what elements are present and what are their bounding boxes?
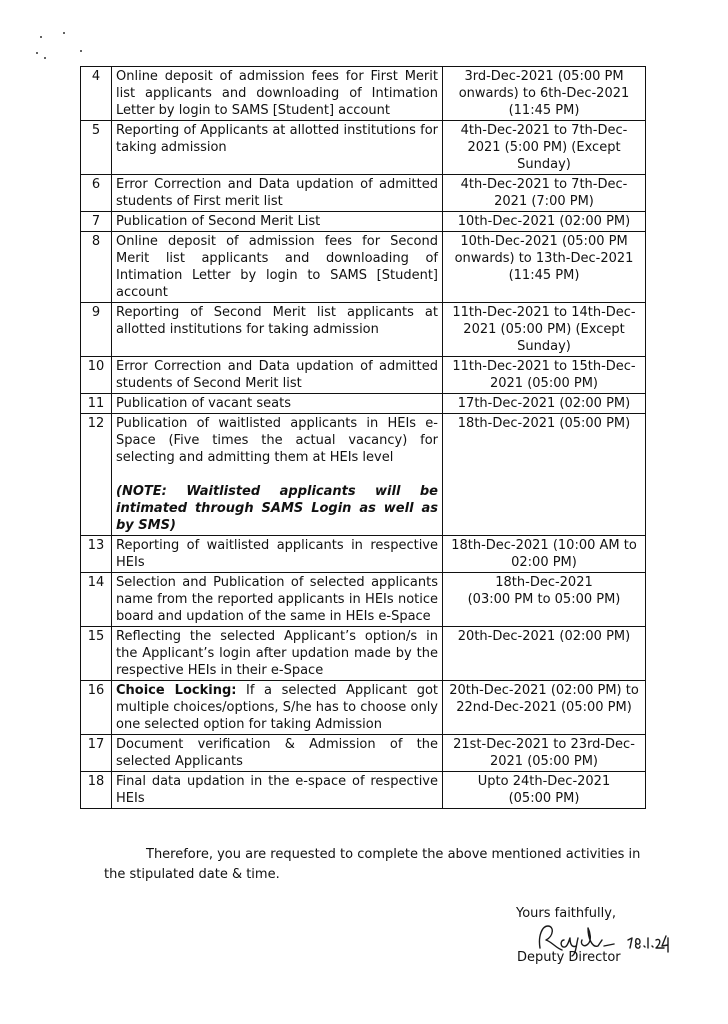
scan-speck (44, 57, 46, 59)
table-row (81, 121, 646, 175)
table-row (81, 232, 646, 303)
serial-number: 5 (81, 121, 112, 175)
date-cell (443, 772, 646, 809)
choice-locking-label: Choice Locking: (116, 683, 237, 698)
serial-number: 16 (81, 681, 112, 735)
scan-speck (36, 52, 38, 54)
table-row (81, 573, 646, 627)
serial-number: 10 (81, 357, 112, 394)
date-line: 18th-Dec-2021 (495, 575, 593, 590)
serial-number: 9 (81, 303, 112, 357)
serial-number: 13 (81, 536, 112, 573)
date-cell (443, 573, 646, 627)
activity-cell (112, 414, 443, 536)
serial-number: 12 (81, 414, 112, 536)
date-cell: 3rd-Dec-2021 (05:00 PM onwards) to 6th-Dec-2021 (11:45 PM) (443, 67, 646, 121)
date-cell: 11th-Dec-2021 to 14th-Dec-2021 (05:00 PM) (Except Sunday) (443, 303, 646, 357)
waitlist-note: (NOTE: Waitlisted applicants will be intimated through SAMS Login as well as by SMS) (116, 484, 438, 533)
activity-cell: Document verification & Admission of the selected Applicants (112, 735, 443, 772)
table-row (81, 67, 646, 121)
designation: Deputy Director (517, 950, 621, 965)
activity-text: Publication of waitlisted applicants in HEIs e-Space (Five times the actual vacancy) for selecting and admitting them at HEIs level (116, 416, 438, 465)
activity-cell: Online deposit of admission fees for Second Merit list applicants and downloading of Intimation Letter by login to SAMS [Student] account (112, 232, 443, 303)
date-cell: 17th-Dec-2021 (02:00 PM) (443, 394, 646, 414)
table-row (81, 681, 646, 735)
serial-number: 6 (81, 175, 112, 212)
serial-number: 8 (81, 232, 112, 303)
serial-number: 17 (81, 735, 112, 772)
time-line: (03:00 PM to 05:00 PM) (467, 592, 621, 607)
activity-cell: Online deposit of admission fees for First Merit list applicants and downloading of Intimation Letter by login to SAMS [Student] account (112, 67, 443, 121)
scan-speck (40, 36, 42, 38)
activity-cell (112, 681, 443, 735)
table-row (81, 536, 646, 573)
table-row (81, 414, 646, 536)
closing-paragraph: Therefore, you are requested to complete the above mentioned activities in the stipulated date & time. (104, 847, 641, 882)
date-cell: 11th-Dec-2021 to 15th-Dec-2021 (05:00 PM) (443, 357, 646, 394)
date-cell: 21st-Dec-2021 to 23rd-Dec-2021 (05:00 PM) (443, 735, 646, 772)
scan-speck (80, 50, 82, 52)
time-line: (05:00 PM) (508, 791, 580, 806)
activity-cell: Publication of vacant seats (112, 394, 443, 414)
table-row (81, 175, 646, 212)
date-line: Upto 24th-Dec-2021 (477, 774, 611, 789)
date-cell: 10th-Dec-2021 (05:00 PM onwards) to 13th-Dec-2021 (11:45 PM) (443, 232, 646, 303)
date-cell: 18th-Dec-2021 (10:00 AM to 02:00 PM) (443, 536, 646, 573)
activity-cell: Publication of Second Merit List (112, 212, 443, 232)
activity-text: If a selected Applicant got multiple choices/options, S/he has to choose only one selected option for taking Admission (116, 683, 438, 732)
table-row (81, 735, 646, 772)
serial-number: 11 (81, 394, 112, 414)
activity-cell: Selection and Publication of selected applicants name from the reported applicants in HEIs notice board and updation of the same in HEIs e-Space (112, 573, 443, 627)
serial-number: 14 (81, 573, 112, 627)
table-row (81, 303, 646, 357)
serial-number: 7 (81, 212, 112, 232)
date-cell: 20th-Dec-2021 (02:00 PM) to 22nd-Dec-2021 (05:00 PM) (443, 681, 646, 735)
date-cell: 18th-Dec-2021 (05:00 PM) (443, 414, 646, 536)
schedule-table (80, 66, 646, 809)
serial-number: 18 (81, 772, 112, 809)
activity-cell: Reporting of waitlisted applicants in respective HEIs (112, 536, 443, 573)
activity-cell: Error Correction and Data updation of admitted students of Second Merit list (112, 357, 443, 394)
activity-cell: Error Correction and Data updation of admitted students of First merit list (112, 175, 443, 212)
activity-cell: Reporting of Second Merit list applicants at allotted institutions for taking admission (112, 303, 443, 357)
activity-cell: Final data updation in the e-space of respective HEIs (112, 772, 443, 809)
date-cell: 4th-Dec-2021 to 7th-Dec-2021 (7:00 PM) (443, 175, 646, 212)
serial-number: 4 (81, 67, 112, 121)
table-row (81, 212, 646, 232)
table-row (81, 394, 646, 414)
table-row (81, 357, 646, 394)
table-row (81, 772, 646, 809)
table-row (81, 627, 646, 681)
scan-speck (63, 32, 65, 34)
yours-faithfully: Yours faithfully, (516, 906, 617, 921)
activity-cell: Reporting of Applicants at allotted institutions for taking admission (112, 121, 443, 175)
activity-cell: Reflecting the selected Applicant’s option/s in the Applicant’s login after updation made by the respective HEIs in their e-Space (112, 627, 443, 681)
date-cell: 10th-Dec-2021 (02:00 PM) (443, 212, 646, 232)
date-cell: 4th-Dec-2021 to 7th-Dec-2021 (5:00 PM) (Except Sunday) (443, 121, 646, 175)
date-cell: 20th-Dec-2021 (02:00 PM) (443, 627, 646, 681)
serial-number: 15 (81, 627, 112, 681)
